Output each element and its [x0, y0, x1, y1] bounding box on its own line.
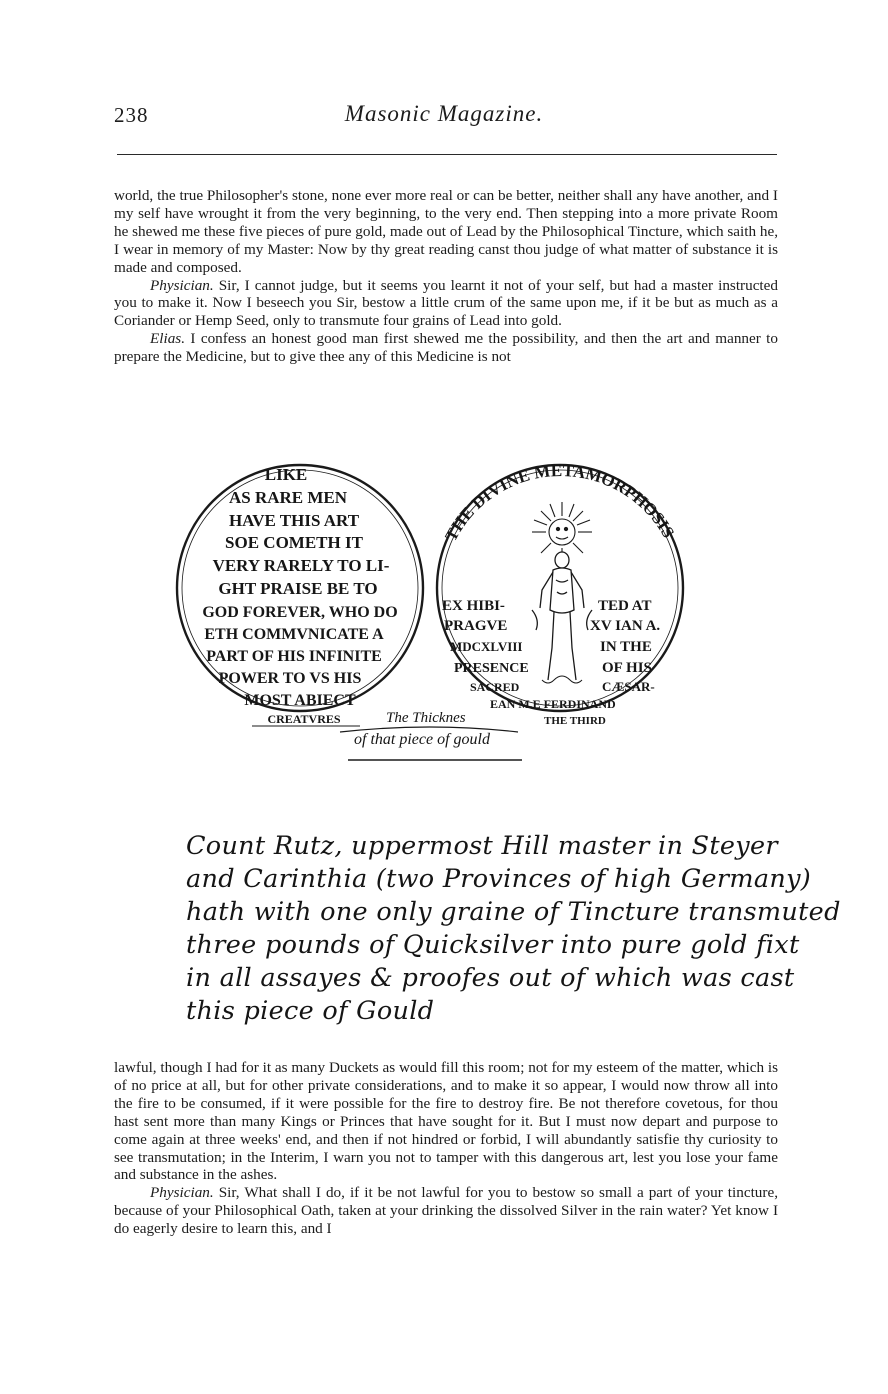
running-title: Masonic Magazine. — [344, 101, 544, 126]
medal-illustration — [170, 440, 690, 780]
speaker-label: Physician. — [150, 276, 214, 294]
page-number: 238 — [114, 103, 149, 127]
inscription-line: and Carinthia (two Provinces of high Germany) — [186, 864, 812, 894]
inscription-line: Count Rutz, uppermost Hill master in Steyer — [186, 831, 778, 861]
medal-right-line: MDCXLVIII — [450, 639, 523, 654]
medal-left-line: GOD FOREVER, WHO DO — [202, 604, 398, 621]
medal-right-line: SACRED — [470, 680, 520, 694]
inscription-line: three pounds of Quicksilver into pure gold fixt — [186, 930, 800, 960]
medal-left-line: PART OF HIS INFINITE — [206, 648, 382, 665]
medal-right-line: THE THIRD — [544, 715, 606, 727]
medal-right-line: PRAGVE — [444, 618, 508, 634]
standing-figure-icon — [532, 552, 592, 683]
dialogue-text: Sir, What shall I do, if it be not lawful for you to bestow so small a part of your tincture, because of your Philosophical Oath, taken at your drinking the dissolved Silver in the rain water? Yet know I do eagerly desire to learn this, and I — [114, 1184, 778, 1238]
thickness-note: of that piece of gould — [354, 731, 490, 748]
engraved-inscription — [186, 830, 841, 1028]
medal-left-line: MOST ABIECT — [244, 692, 356, 709]
medal-left-line: ETH COMMVNICATE A — [204, 626, 384, 643]
dialogue-paragraph-physician — [114, 277, 778, 331]
medal-left-line: HAVE THIS ART — [228, 511, 360, 530]
medal-left-line: GHT PRAISE BE TO — [218, 579, 378, 598]
medal-right-line: OF HIS — [602, 660, 652, 676]
dialogue-paragraph-physician — [114, 1184, 778, 1238]
inscription-line: in all assayes & proofes out of which was cast — [186, 963, 795, 993]
medal-left-line: VERY RARELY TO LI- — [212, 556, 390, 575]
dialogue-text: Sir, I cannot judge, but it seems you learnt it not of your self, but had a master instructed you to make it. Now I beseech you Sir, bestow a little crum of the same upon me, if it be but as much as a Coriander or Hemp Seed, only to transmute four grains of Lead into gold. — [114, 276, 778, 330]
medal-right-line: EAN M.E FERDINAND — [490, 697, 616, 711]
header-rule — [117, 154, 777, 155]
medal-left-line: CREATVRES — [267, 712, 341, 726]
medal-right-line: XV IAN A. — [590, 618, 661, 634]
medal-obverse — [177, 465, 423, 726]
dialogue-text: I confess an honest good man first shewed me the possibility, and then the art and manner to prepare the Medicine, but to give thee any of this Medicine is not — [114, 330, 778, 366]
thickness-note: The Thicknes — [386, 710, 466, 726]
top-text-block — [114, 187, 778, 366]
dialogue-paragraph-elias — [114, 330, 778, 366]
medal-left-line: SOE COMETH IT — [225, 533, 363, 552]
paragraph-continuation: lawful, though I had for it as many Duckets as would fill this room; not for my esteem of the matter, which is of no price at all, but for other private considerations, and to make it so appear, I would now throw all into the fire to be consumed, if it were possible for the fire to destroy fire. Be not therefore covetous, for thou hast sent more than many Kings or Princes that have sought for it. But I must now depart and purpose to come again at three weeks' end, and then if not hindred or forbid, I will abundantly satisfie thy curiosity to see transmutation; in the Interim, I warn you not to tamper with this dangerous art, lest you lose your fame and substance in the ashes. — [114, 1059, 778, 1184]
medal-left-line: LIKE — [264, 465, 308, 484]
inscription-line: this piece of Gould — [186, 996, 435, 1026]
medal-arc-inscription: THE DIVINE METAMORPHOSIS — [441, 460, 679, 545]
medal-left-line: POWER TO VS HIS — [218, 670, 362, 687]
paragraph-continuation: world, the true Philosopher's stone, none ever more real or can be better, neither shall any have another, and I my self have wrought it from the very beginning, to the very end. Then stepping into a more private Room he shewed me these five pieces of pure gold, made out of Lead by the Philosophical Tincture, which saith he, I wear in memory of my Master: Now by thy great reading canst thou judge of what matter of substance it is made and composed. — [114, 187, 778, 276]
speaker-label: Physician. — [150, 1184, 214, 1202]
medal-right-line: IN THE — [600, 639, 652, 655]
thickness-diagram — [340, 710, 522, 760]
medal-reverse — [437, 461, 683, 727]
medal-right-line: EX HIBI- — [442, 598, 505, 614]
speaker-label: Elias. — [150, 330, 186, 348]
bottom-text-block — [114, 1059, 778, 1238]
medal-right-line: PRESENCE — [454, 661, 529, 676]
inscription-line: hath with one only graine of Tincture transmuted — [186, 897, 841, 927]
medal-left-line: AS RARE MEN — [228, 488, 348, 507]
medal-right-line: TED AT — [598, 598, 652, 614]
medal-right-line: CÆSAR- — [602, 679, 655, 694]
sun-icon — [532, 502, 592, 560]
